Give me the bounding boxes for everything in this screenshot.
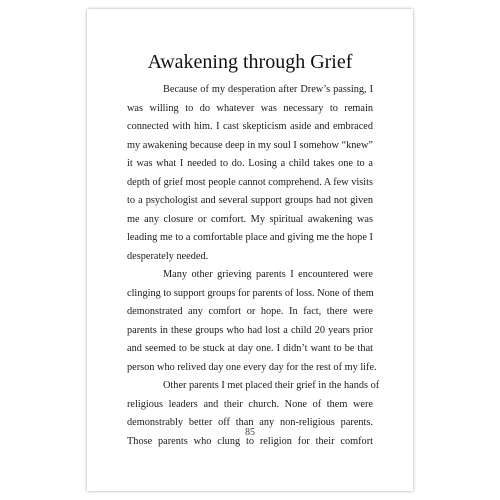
body-text bbox=[127, 81, 380, 451]
text-line: clinging to support groups for parents of loss. None of them bbox=[127, 287, 374, 299]
text-line: Other parents I met placed their grief in the hands of bbox=[163, 380, 380, 391]
text-line: and seemed to be stuck at day one. I didn’t want to be that bbox=[127, 343, 373, 354]
text-line: leading me to a comfortable place and giving me the hope I bbox=[127, 232, 373, 243]
text-line: demonstrated any comfort or hope. In fact, there were bbox=[127, 306, 373, 317]
text-line: Many other grieving parents I encountered were bbox=[163, 269, 373, 280]
page-number: 85 bbox=[245, 427, 255, 438]
text-line: person who relived day one every day for the rest of my life. bbox=[127, 361, 377, 373]
text-line: my awakening because deep in my soul I somehow “knew” bbox=[127, 139, 373, 151]
book-page bbox=[87, 9, 413, 491]
text-line: parents in these groups who had lost a child 20 years prior bbox=[127, 324, 373, 336]
text-line: depth of grief most people cannot comprehend. A few visits bbox=[127, 176, 373, 188]
text-line: was willing to do whatever was necessary to remain bbox=[127, 102, 373, 114]
text-line: to a psychologist and several support groups had not given bbox=[127, 195, 373, 206]
text-line: Those parents who clung to religion for their comfort bbox=[127, 435, 373, 447]
chapter-title: Awakening through Grief bbox=[147, 51, 353, 73]
text-line: connected with him. I cast skepticism aside and embraced bbox=[127, 121, 373, 132]
text-line: me any closure or comfort. My spiritual awakening was bbox=[127, 213, 373, 225]
text-line: demonstrably better off than any non-religious parents. bbox=[127, 417, 373, 428]
text-line: desperately needed. bbox=[127, 250, 209, 262]
text-line: it was what I needed to do. Losing a child takes one to a bbox=[127, 158, 373, 169]
text-line: religious leaders and their church. None of them were bbox=[127, 398, 373, 410]
text-line: Because of my desperation after Drew’s passing, I bbox=[163, 84, 373, 95]
